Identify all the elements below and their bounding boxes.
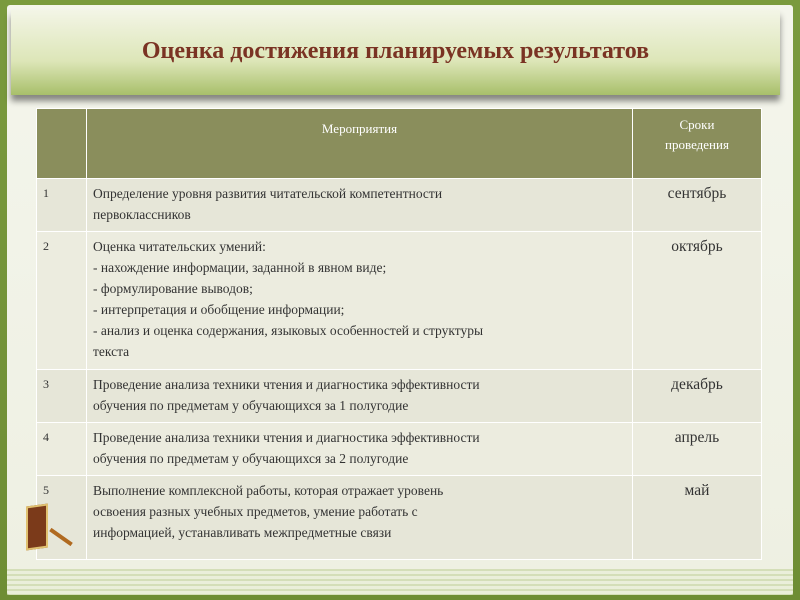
row-date: сентябрь [633, 179, 762, 232]
row-date: апрель [633, 423, 762, 476]
event-line: Определение уровня развития читательской компетентности [93, 186, 443, 201]
header-num [37, 109, 87, 179]
row-event [87, 370, 633, 423]
event-line: первоклассников [93, 207, 191, 222]
row-event [87, 476, 633, 560]
row-event [87, 179, 633, 232]
row-date: декабрь [633, 370, 762, 423]
table-row [37, 423, 762, 476]
table-header-row [37, 109, 762, 179]
header-date [633, 109, 762, 179]
table-row [37, 476, 762, 560]
event-line: - нахождение информации, заданной в явном виде; [93, 260, 387, 275]
row-number: 4 [37, 423, 87, 476]
event-line: обучения по предметам у обучающихся за 1 полугодие [93, 398, 409, 413]
plan-table [36, 108, 762, 560]
header-event: Мероприятия [87, 109, 633, 179]
event-line: обучения по предметам у обучающихся за 2 полугодие [93, 451, 409, 466]
slide-title: Оценка достижения планируемых результатов [141, 38, 650, 64]
header-date-line2: проведения [665, 137, 729, 152]
event-line: освоения разных учебных предметов, умение работать с [93, 504, 418, 519]
row-number: 2 [37, 232, 87, 370]
row-date: октябрь [633, 232, 762, 370]
row-date: май [633, 476, 762, 560]
table-row [37, 179, 762, 232]
event-line: текста [93, 344, 130, 359]
footer-stripes [7, 569, 793, 595]
row-number: 5 [37, 476, 87, 560]
event-line: Проведение анализа техники чтения и диагностика эффективности [93, 430, 480, 445]
event-line: информацией, устанавливать межпредметные связи [93, 525, 392, 540]
row-number: 1 [37, 179, 87, 232]
row-event [87, 232, 633, 370]
event-line: Выполнение комплексной работы, которая отражает уровень [93, 483, 444, 498]
title-band [11, 10, 780, 95]
table-row [37, 370, 762, 423]
book-quill-icon [26, 505, 68, 557]
row-number: 3 [37, 370, 87, 423]
event-line: Проведение анализа техники чтения и диагностика эффективности [93, 377, 480, 392]
row-event [87, 423, 633, 476]
event-line: - формулирование выводов; [93, 281, 253, 296]
event-line: - интерпретация и обобщение информации; [93, 302, 345, 317]
table-row [37, 232, 762, 370]
event-line: - анализ и оценка содержания, языковых особенностей и структуры [93, 323, 484, 338]
event-line: Оценка читательских умений: [93, 239, 266, 254]
header-date-line1: Сроки [679, 117, 715, 132]
